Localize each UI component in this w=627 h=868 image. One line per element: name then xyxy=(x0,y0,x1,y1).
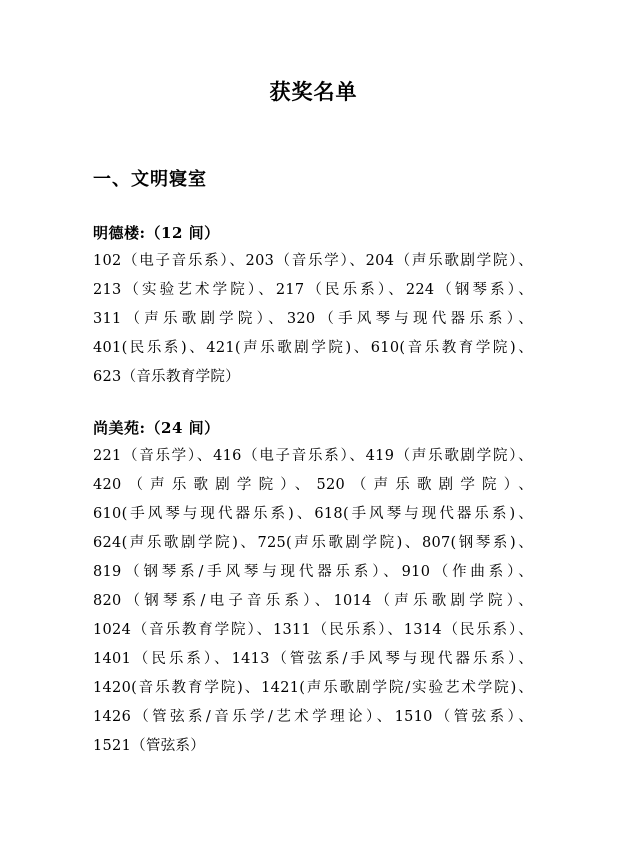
group-shangmei xyxy=(93,414,533,761)
list-line: 1426（管弦系/音乐学/艺术学理论）、1510（管弦系）、 xyxy=(93,709,533,725)
list-line: 420（声乐歌剧学院）、520（声乐歌剧学院）、 xyxy=(93,477,533,493)
page-title: 获奖名单 xyxy=(269,79,358,104)
list-line: 623（音乐教育学院） xyxy=(93,369,240,385)
list-line: 1024（音乐教育学院）、1311（民乐系）、1314（民乐系）、 xyxy=(93,622,533,638)
list-line: 1521（管弦系） xyxy=(93,738,206,754)
list-line: 102（电子音乐系）、203（音乐学）、204（声乐歌剧学院）、 xyxy=(93,253,533,269)
list-line: 819（钢琴系/手风琴与现代器乐系）、910（作曲系）、 xyxy=(93,564,533,580)
group-header: 尚美苑:（24 间） xyxy=(93,419,220,437)
list-line: 820（钢琴系/电子音乐系）、1014（声乐歌剧学院）、 xyxy=(93,593,533,609)
group-mingde xyxy=(93,219,533,392)
section-heading: 一、文明寝室 xyxy=(93,169,207,190)
list-line: 1420(音乐教育学院)、1421(声乐歌剧学院/实验艺术学院)、 xyxy=(93,680,533,696)
list-line: 311（声乐歌剧学院）、320（手风琴与现代器乐系）、 xyxy=(93,311,533,327)
list-line: 221（音乐学）、416（电子音乐系）、419（声乐歌剧学院）、 xyxy=(93,448,533,464)
group-header: 明德楼:（12 间） xyxy=(93,224,220,242)
list-line: 1401（民乐系）、1413（管弦系/手风琴与现代器乐系）、 xyxy=(93,651,533,667)
list-line: 401(民乐系)、421(声乐歌剧学院)、610(音乐教育学院)、 xyxy=(93,340,533,356)
list-line: 624(声乐歌剧学院)、725(声乐歌剧学院)、807(钢琴系)、 xyxy=(93,535,533,551)
list-line: 213（实验艺术学院）、217（民乐系）、224（钢琴系）、 xyxy=(93,282,533,298)
list-line: 610(手风琴与现代器乐系)、618(手风琴与现代器乐系)、 xyxy=(93,506,533,522)
